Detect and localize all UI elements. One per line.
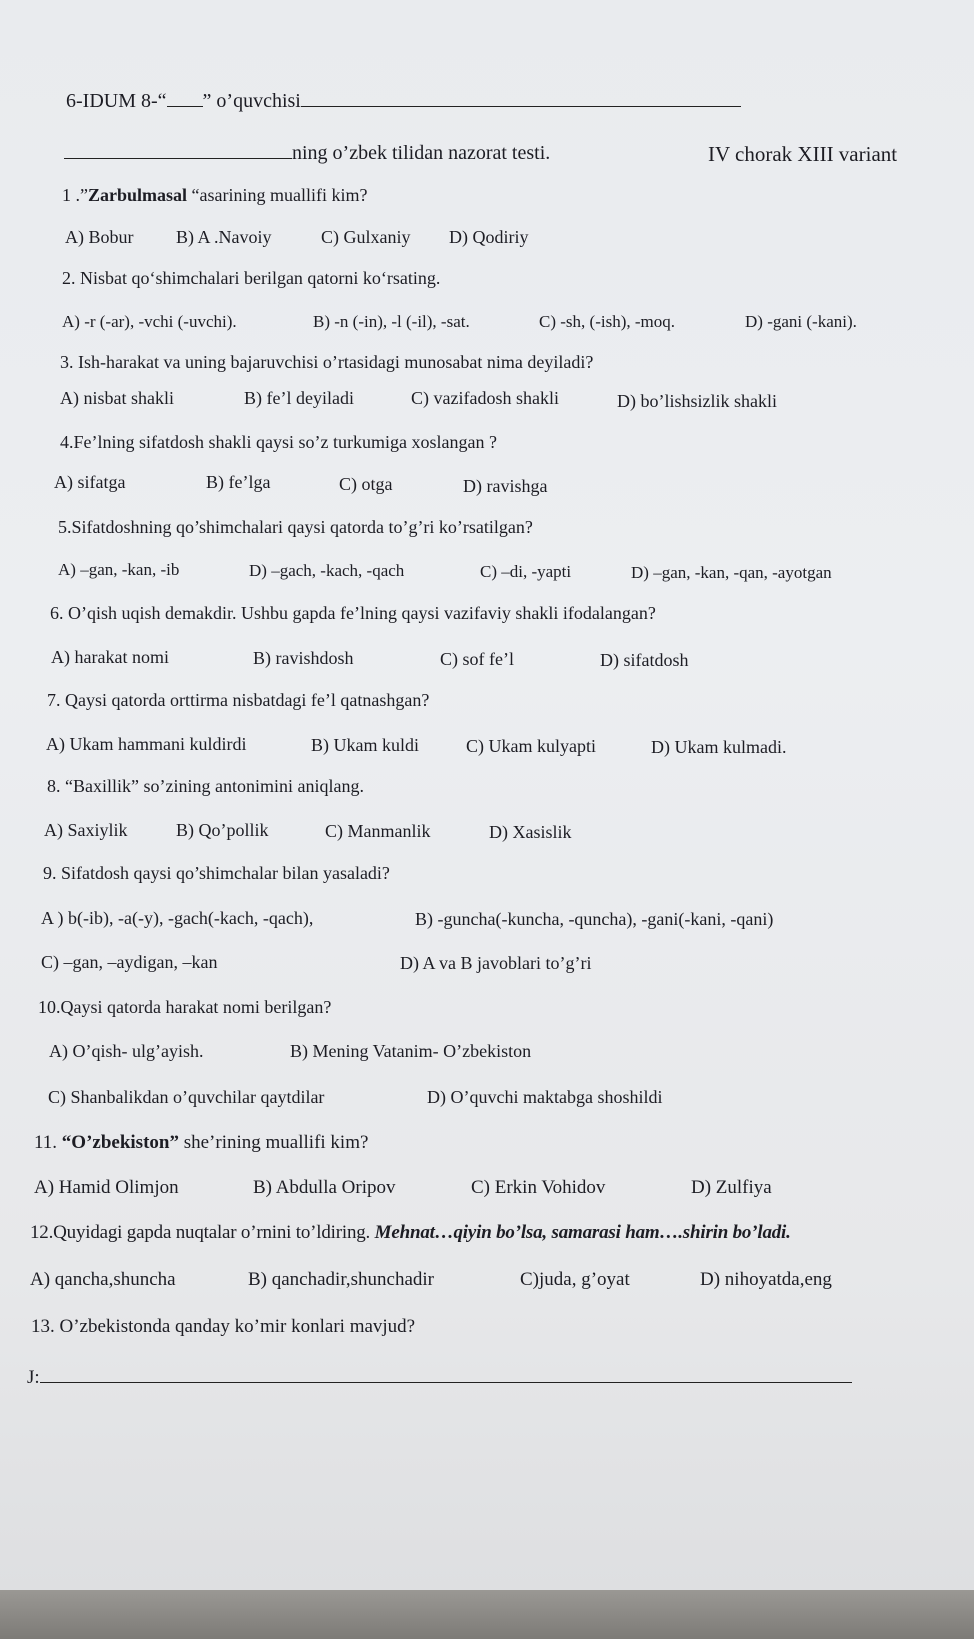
question-11-suffix: she’rining muallifi kim? [178,1132,369,1153]
q12-option-a[interactable]: A) qancha,shuncha [30,1269,176,1290]
question-2: 2. Nisbat qo‘shimchalari berilgan qatorni ko‘rsating. [62,268,441,288]
question-1-title: Zarbulmasal [88,185,188,205]
q8-option-c[interactable]: C) Manmanlik [325,821,431,841]
question-12 [30,1221,791,1245]
question-11-title: “O’zbekiston” [61,1132,179,1153]
q6-option-a[interactable]: A) harakat nomi [51,647,169,667]
q3-option-b[interactable]: B) fe’l deyiladi [244,388,354,408]
q1-option-b[interactable]: B) A .Navoiy [176,227,272,247]
answer-blank[interactable] [40,1364,852,1383]
q10-option-b[interactable]: B) Mening Vatanim- O’zbekiston [290,1041,532,1061]
question-1 [62,183,367,207]
question-9: 9. Sifatdosh qaysi qo’shimchalar bilan yasaladi? [43,863,390,883]
q6-option-b[interactable]: B) ravishdosh [253,648,354,668]
q11-option-d[interactable]: D) Zulfiya [691,1177,772,1198]
name-blank[interactable] [64,140,292,159]
q9-option-d[interactable]: D) A va B javoblari to’g’ri [400,953,592,973]
question-5: 5.Sifatdoshning qo’shimchalari qaysi qatorda to’g’ri ko’rsatilgan? [58,517,533,537]
q10-option-c[interactable]: C) Shanbalikdan o’quvchilar qaytdilar [48,1087,325,1107]
q4-option-c[interactable]: C) otga [339,474,393,494]
q7-option-d[interactable]: D) Ukam kulmadi. [651,737,787,757]
q9-option-b[interactable]: B) -guncha(-kuncha, -quncha), -gani(-kani, -qani) [415,909,774,929]
q2-option-b[interactable]: B) -n (-in), -l (-il), -sat. [313,312,470,331]
q2-option-d[interactable]: D) -gani (-kani). [745,312,857,331]
q5-option-d[interactable]: D) –gan, -kan, -qan, -ayotgan [631,563,832,582]
q10-option-d[interactable]: D) O’quvchi maktabga shoshildi [427,1087,663,1107]
test-subtitle: ning o’zbek tilidan nazorat testi. [292,142,551,164]
q8-option-b[interactable]: B) Qo’pollik [176,820,269,840]
q2-option-a[interactable]: A) -r (-ar), -vchi (-uvchi). [62,312,237,331]
q11-option-c[interactable]: C) Erkin Vohidov [471,1177,606,1198]
q3-option-a[interactable]: A) nisbat shakli [60,388,174,408]
q9-option-a[interactable]: A ) b(-ib), -a(-y), -gach(-kach, -qach), [41,908,314,928]
school-class-label: 6-IDUM 8-“ [66,90,167,112]
question-4: 4.Fe’lning sifatdosh shakli qaysi so’z turkumiga xoslangan ? [60,432,497,452]
answer-label: J: [27,1367,40,1388]
q7-option-c[interactable]: C) Ukam kulyapti [466,736,596,756]
question-7: 7. Qaysi qatorda orttirma nisbatdagi fe’l qatnashgan? [47,690,430,710]
header-line-1 [66,88,741,113]
q1-option-d[interactable]: D) Qodiriy [449,227,529,247]
question-11 [34,1131,368,1155]
question-12-prefix: 12.Quyidagi gapda nuqtalar o’rnini to’ldiring. [30,1222,375,1243]
question-3: 3. Ish-harakat va uning bajaruvchisi o’rtasidagi munosabat nima deyiladi? [60,352,594,372]
q3-option-d[interactable]: D) bo’lishsizlik shakli [617,391,777,411]
question-8: 8. “Baxillik” so’zining antonimini aniqlang. [47,776,364,796]
q4-option-b[interactable]: B) fe’lga [206,472,271,492]
student-label: ” o’quvchisi [202,90,301,112]
q6-option-d[interactable]: D) sifatdosh [600,650,689,670]
question-12-sentence: Mehnat…qiyin bo’lsa, samarasi ham….shirin bo’ladi. [374,1222,791,1243]
q12-option-b[interactable]: B) qanchadir,shunchadir [248,1269,435,1290]
answer-line [27,1364,852,1390]
question-1-prefix: 1 .” [62,185,88,205]
q1-option-c[interactable]: C) Gulxaniy [321,227,411,247]
q5-option-a[interactable]: A) –gan, -kan, -ib [58,560,180,579]
q5-option-c[interactable]: C) –di, -yapti [480,562,572,581]
q1-option-a[interactable]: A) Bobur [65,227,134,247]
q4-option-d[interactable]: D) ravishga [463,476,548,496]
question-1-suffix: “asarining muallifi kim? [187,185,368,205]
q8-option-d[interactable]: D) Xasislik [489,822,572,842]
table-surface [0,1590,974,1639]
student-name-blank[interactable] [301,88,741,107]
question-13: 13. O’zbekistonda qanday ko’mir konlari mavjud? [31,1316,416,1337]
q3-option-c[interactable]: C) vazifadosh shakli [411,388,559,408]
q12-option-c[interactable]: C)juda, g’oyat [520,1269,630,1290]
q8-option-a[interactable]: A) Saxiylik [44,820,128,840]
q9-option-c[interactable]: C) –gan, –aydigan, –kan [41,952,218,972]
header-line-2 [64,140,550,165]
q7-option-a[interactable]: A) Ukam hammani kuldirdi [46,734,247,754]
variant-label: IV chorak XIII variant [708,142,898,166]
q7-option-b[interactable]: B) Ukam kuldi [311,735,419,755]
q10-option-a[interactable]: A) O’qish- ulg’ayish. [49,1041,204,1061]
class-blank[interactable] [167,88,203,107]
question-6: 6. O’qish uqish demakdir. Ushbu gapda fe’lning qaysi vazifaviy shakli ifodalangan? [50,603,656,623]
question-11-prefix: 11. [34,1132,62,1153]
q5-option-b[interactable]: D) –gach, -kach, -qach [249,561,405,580]
q4-option-a[interactable]: A) sifatga [54,472,126,492]
q11-option-a[interactable]: A) Hamid Olimjon [34,1177,179,1198]
q12-option-d[interactable]: D) nihoyatda,eng [700,1269,832,1290]
q2-option-c[interactable]: C) -sh, (-ish), -moq. [539,312,675,331]
q11-option-b[interactable]: B) Abdulla Oripov [253,1177,396,1198]
question-10: 10.Qaysi qatorda harakat nomi berilgan? [38,997,332,1017]
q6-option-c[interactable]: C) sof fe’l [440,649,514,669]
